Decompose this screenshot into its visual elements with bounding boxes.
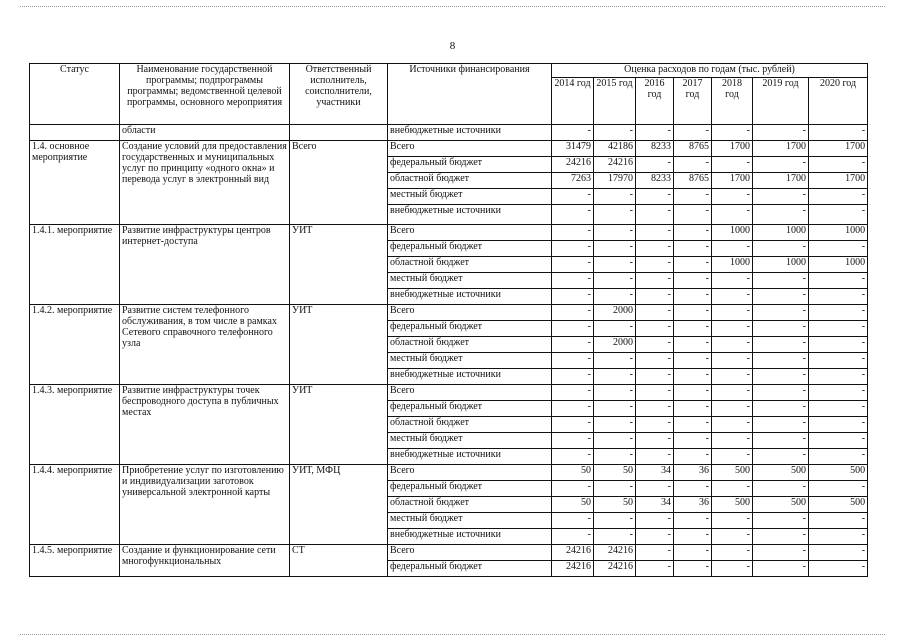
value-cell: - — [753, 369, 809, 385]
table-row — [30, 385, 868, 401]
status-cell: 1.4.4. мероприятие — [30, 465, 120, 545]
value-cell: - — [552, 125, 594, 141]
header-year: 2016 год — [636, 78, 674, 125]
value-cell: - — [636, 513, 674, 529]
executor-cell: УИТ — [290, 385, 388, 465]
value-cell: - — [594, 433, 636, 449]
value-cell: - — [753, 561, 809, 577]
value-cell: - — [674, 273, 712, 289]
value-cell: - — [636, 401, 674, 417]
value-cell: - — [636, 337, 674, 353]
value-cell: 24216 — [552, 561, 594, 577]
source-cell: Всего — [388, 225, 552, 241]
value-cell: - — [674, 545, 712, 561]
value-cell: - — [594, 481, 636, 497]
scan-edge-bottom — [20, 634, 885, 635]
value-cell: - — [809, 189, 868, 205]
value-cell: 1700 — [809, 141, 868, 157]
value-cell: - — [674, 125, 712, 141]
value-cell: - — [753, 273, 809, 289]
status-cell — [30, 125, 120, 141]
executor-cell: УИТ, МФЦ — [290, 465, 388, 545]
value-cell: - — [636, 305, 674, 321]
value-cell: - — [712, 337, 753, 353]
value-cell: - — [712, 205, 753, 225]
table-row — [30, 125, 868, 141]
name-cell: Развитие инфраструктуры центров интернет-доступа — [120, 225, 290, 305]
source-cell: областной бюджет — [388, 497, 552, 513]
value-cell: - — [594, 353, 636, 369]
source-cell: внебюджетные источники — [388, 529, 552, 545]
value-cell: 1000 — [712, 257, 753, 273]
value-cell: - — [674, 449, 712, 465]
value-cell: - — [712, 513, 753, 529]
header-year: 2019 год — [753, 78, 809, 125]
source-cell: федеральный бюджет — [388, 401, 552, 417]
header-executor: Ответственный исполнитель, соисполнители, участники — [290, 64, 388, 125]
value-cell: 34 — [636, 497, 674, 513]
value-cell: - — [712, 385, 753, 401]
source-cell: Всего — [388, 141, 552, 157]
value-cell: 8765 — [674, 173, 712, 189]
value-cell: - — [552, 241, 594, 257]
value-cell: - — [753, 321, 809, 337]
value-cell: - — [552, 417, 594, 433]
value-cell: - — [753, 157, 809, 173]
value-cell: - — [809, 545, 868, 561]
value-cell: 36 — [674, 497, 712, 513]
source-cell: местный бюджет — [388, 189, 552, 205]
value-cell: 1000 — [809, 225, 868, 241]
value-cell: - — [809, 369, 868, 385]
value-cell: - — [753, 241, 809, 257]
header-year: 2020 год — [809, 78, 868, 125]
value-cell: 500 — [712, 497, 753, 513]
source-cell: федеральный бюджет — [388, 241, 552, 257]
value-cell: - — [636, 273, 674, 289]
value-cell: - — [712, 433, 753, 449]
value-cell: 2000 — [594, 337, 636, 353]
value-cell: 500 — [753, 497, 809, 513]
value-cell: - — [712, 401, 753, 417]
value-cell: - — [674, 157, 712, 173]
value-cell: - — [674, 189, 712, 205]
value-cell: 36 — [674, 465, 712, 481]
value-cell: 1700 — [712, 141, 753, 157]
value-cell: - — [594, 189, 636, 205]
status-cell: 1.4.3. мероприятие — [30, 385, 120, 465]
value-cell: - — [809, 561, 868, 577]
value-cell: - — [753, 449, 809, 465]
value-cell: - — [552, 273, 594, 289]
scan-edge-top — [20, 6, 885, 7]
source-cell: федеральный бюджет — [388, 481, 552, 497]
value-cell: - — [674, 353, 712, 369]
value-cell: - — [636, 289, 674, 305]
value-cell: 7263 — [552, 173, 594, 189]
executor-cell — [290, 125, 388, 141]
value-cell: - — [712, 289, 753, 305]
source-cell: федеральный бюджет — [388, 561, 552, 577]
value-cell: - — [712, 417, 753, 433]
name-cell: области — [120, 125, 290, 141]
value-cell: - — [636, 545, 674, 561]
source-cell: местный бюджет — [388, 273, 552, 289]
executor-cell: УИТ — [290, 225, 388, 305]
value-cell: - — [674, 241, 712, 257]
value-cell: - — [674, 321, 712, 337]
value-cell: - — [753, 433, 809, 449]
value-cell: 500 — [809, 465, 868, 481]
value-cell: - — [594, 449, 636, 465]
source-cell: местный бюджет — [388, 433, 552, 449]
value-cell: - — [674, 529, 712, 545]
value-cell: - — [753, 337, 809, 353]
name-cell: Развитие инфраструктуры точек беспроводного доступа в публичных местах — [120, 385, 290, 465]
value-cell: 24216 — [552, 157, 594, 173]
value-cell: 500 — [712, 465, 753, 481]
value-cell: - — [809, 125, 868, 141]
value-cell: - — [809, 241, 868, 257]
name-cell: Создание и функционирование сети многофункциональных — [120, 545, 290, 577]
value-cell: - — [712, 481, 753, 497]
value-cell: - — [594, 289, 636, 305]
name-cell: Развитие систем телефонного обслуживания, в том числе в рамках Сетевого справочного телефонного узла — [120, 305, 290, 385]
executor-cell: Всего — [290, 141, 388, 225]
value-cell: - — [594, 417, 636, 433]
executor-cell: СТ — [290, 545, 388, 577]
value-cell: 31479 — [552, 141, 594, 157]
value-cell: 500 — [753, 465, 809, 481]
value-cell: - — [594, 257, 636, 273]
header-year: 2017 год — [674, 78, 712, 125]
value-cell: - — [674, 289, 712, 305]
value-cell: - — [809, 353, 868, 369]
value-cell: - — [712, 321, 753, 337]
value-cell: - — [712, 369, 753, 385]
value-cell: - — [636, 433, 674, 449]
value-cell: - — [809, 337, 868, 353]
value-cell: - — [753, 529, 809, 545]
value-cell: 1000 — [712, 225, 753, 241]
value-cell: - — [636, 157, 674, 173]
value-cell: - — [552, 189, 594, 205]
source-cell: федеральный бюджет — [388, 321, 552, 337]
value-cell: - — [674, 401, 712, 417]
value-cell: - — [712, 305, 753, 321]
value-cell: - — [552, 401, 594, 417]
table-row — [30, 465, 868, 481]
source-cell: внебюджетные источники — [388, 205, 552, 225]
table-row — [30, 545, 868, 561]
table-row — [30, 141, 868, 157]
value-cell: - — [674, 205, 712, 225]
table-row — [30, 225, 868, 241]
value-cell: - — [594, 125, 636, 141]
value-cell: 42186 — [594, 141, 636, 157]
value-cell: - — [712, 189, 753, 205]
value-cell: - — [753, 545, 809, 561]
value-cell: - — [809, 513, 868, 529]
value-cell: - — [809, 157, 868, 173]
value-cell: 50 — [594, 465, 636, 481]
value-cell: 50 — [552, 465, 594, 481]
value-cell: 17970 — [594, 173, 636, 189]
source-cell: областной бюджет — [388, 257, 552, 273]
header-year: 2018 год — [712, 78, 753, 125]
source-cell: Всего — [388, 305, 552, 321]
value-cell: 500 — [809, 497, 868, 513]
value-cell: - — [636, 241, 674, 257]
value-cell: 50 — [594, 497, 636, 513]
value-cell: - — [753, 289, 809, 305]
value-cell: 1700 — [753, 141, 809, 157]
value-cell: - — [636, 125, 674, 141]
value-cell: - — [674, 337, 712, 353]
value-cell: - — [809, 433, 868, 449]
value-cell: - — [674, 257, 712, 273]
value-cell: - — [712, 561, 753, 577]
value-cell: 8233 — [636, 173, 674, 189]
value-cell: - — [552, 305, 594, 321]
value-cell: 1000 — [753, 225, 809, 241]
value-cell: - — [674, 305, 712, 321]
value-cell: - — [594, 273, 636, 289]
value-cell: - — [712, 529, 753, 545]
value-cell: - — [809, 273, 868, 289]
source-cell: внебюджетные источники — [388, 449, 552, 465]
value-cell: 1700 — [753, 173, 809, 189]
value-cell: - — [552, 513, 594, 529]
value-cell: - — [636, 189, 674, 205]
value-cell: - — [636, 481, 674, 497]
value-cell: - — [636, 369, 674, 385]
value-cell: - — [809, 305, 868, 321]
value-cell: - — [674, 369, 712, 385]
value-cell: - — [809, 385, 868, 401]
budget-table — [29, 63, 868, 577]
value-cell: - — [753, 481, 809, 497]
value-cell: 50 — [552, 497, 594, 513]
value-cell: - — [809, 205, 868, 225]
value-cell: - — [809, 481, 868, 497]
value-cell: - — [809, 401, 868, 417]
value-cell: - — [594, 369, 636, 385]
executor-cell: УИТ — [290, 305, 388, 385]
value-cell: - — [594, 205, 636, 225]
value-cell: - — [552, 205, 594, 225]
value-cell: - — [636, 205, 674, 225]
status-cell: 1.4.1. мероприятие — [30, 225, 120, 305]
value-cell: - — [636, 257, 674, 273]
value-cell: - — [636, 529, 674, 545]
source-cell: внебюджетные источники — [388, 125, 552, 141]
value-cell: - — [636, 321, 674, 337]
value-cell: - — [594, 529, 636, 545]
header-year: 2014 год — [552, 78, 594, 125]
value-cell: 1000 — [753, 257, 809, 273]
value-cell: - — [552, 369, 594, 385]
value-cell: - — [809, 529, 868, 545]
value-cell: - — [712, 545, 753, 561]
value-cell: - — [674, 225, 712, 241]
value-cell: - — [753, 189, 809, 205]
value-cell: - — [636, 385, 674, 401]
value-cell: - — [552, 385, 594, 401]
value-cell: - — [552, 353, 594, 369]
source-cell: внебюджетные источники — [388, 369, 552, 385]
value-cell: - — [753, 513, 809, 529]
value-cell: - — [753, 401, 809, 417]
header-year: 2015 год — [594, 78, 636, 125]
value-cell: 2000 — [594, 305, 636, 321]
value-cell: - — [809, 289, 868, 305]
header-status: Статус — [30, 64, 120, 125]
value-cell: - — [594, 225, 636, 241]
value-cell: - — [753, 417, 809, 433]
value-cell: 24216 — [552, 545, 594, 561]
value-cell: 24216 — [594, 545, 636, 561]
source-cell: внебюджетные источники — [388, 289, 552, 305]
value-cell: - — [552, 337, 594, 353]
value-cell: - — [636, 449, 674, 465]
value-cell: - — [552, 433, 594, 449]
value-cell: - — [712, 353, 753, 369]
value-cell: - — [809, 417, 868, 433]
value-cell: - — [594, 385, 636, 401]
value-cell: - — [753, 353, 809, 369]
value-cell: - — [636, 417, 674, 433]
source-cell: областной бюджет — [388, 173, 552, 189]
value-cell: - — [594, 513, 636, 529]
header-name: Наименование государственной программы; подпрограммы программы; ведомственной целевой программы, основного мероприятия — [120, 64, 290, 125]
source-cell: федеральный бюджет — [388, 157, 552, 173]
value-cell: - — [674, 561, 712, 577]
name-cell: Создание условий для предоставления государственных и муниципальных услуг по принципу «одного окна» и перевода услуг в электронный вид — [120, 141, 290, 225]
header-sources: Источники финансирования — [388, 64, 552, 125]
value-cell: - — [809, 449, 868, 465]
source-cell: местный бюджет — [388, 513, 552, 529]
value-cell: - — [636, 225, 674, 241]
value-cell: - — [753, 205, 809, 225]
value-cell: - — [753, 305, 809, 321]
page-number: 8 — [449, 40, 456, 52]
status-cell: 1.4.2. мероприятие — [30, 305, 120, 385]
table-body — [30, 125, 868, 577]
status-cell: 1.4. основное мероприятие — [30, 141, 120, 225]
value-cell: - — [552, 225, 594, 241]
value-cell: 8765 — [674, 141, 712, 157]
value-cell: - — [636, 353, 674, 369]
value-cell: - — [674, 433, 712, 449]
source-cell: Всего — [388, 385, 552, 401]
value-cell: - — [712, 125, 753, 141]
header-costs: Оценка расходов по годам (тыс. рублей) — [552, 64, 868, 78]
value-cell: - — [809, 321, 868, 337]
value-cell: - — [753, 125, 809, 141]
value-cell: 1000 — [809, 257, 868, 273]
value-cell: - — [594, 401, 636, 417]
value-cell: - — [552, 481, 594, 497]
status-cell: 1.4.5. мероприятие — [30, 545, 120, 577]
value-cell: - — [674, 513, 712, 529]
value-cell: - — [552, 449, 594, 465]
value-cell: - — [552, 321, 594, 337]
value-cell: - — [674, 481, 712, 497]
source-cell: Всего — [388, 545, 552, 561]
value-cell: - — [712, 241, 753, 257]
value-cell: - — [712, 449, 753, 465]
value-cell: - — [636, 561, 674, 577]
value-cell: - — [552, 257, 594, 273]
source-cell: Всего — [388, 465, 552, 481]
value-cell: - — [712, 273, 753, 289]
table-row — [30, 305, 868, 321]
value-cell: 24216 — [594, 157, 636, 173]
value-cell: - — [594, 241, 636, 257]
value-cell: - — [674, 417, 712, 433]
source-cell: местный бюджет — [388, 353, 552, 369]
source-cell: областной бюджет — [388, 337, 552, 353]
value-cell: 1700 — [809, 173, 868, 189]
value-cell: - — [594, 321, 636, 337]
value-cell: - — [552, 289, 594, 305]
name-cell: Приобретение услуг по изготовлению и индивидуализации заготовок универсальной электронной карты — [120, 465, 290, 545]
value-cell: - — [712, 157, 753, 173]
value-cell: 1700 — [712, 173, 753, 189]
value-cell: 8233 — [636, 141, 674, 157]
value-cell: 34 — [636, 465, 674, 481]
value-cell: - — [674, 385, 712, 401]
value-cell: - — [753, 385, 809, 401]
table-header — [30, 64, 868, 125]
source-cell: областной бюджет — [388, 417, 552, 433]
value-cell: - — [552, 529, 594, 545]
value-cell: 24216 — [594, 561, 636, 577]
